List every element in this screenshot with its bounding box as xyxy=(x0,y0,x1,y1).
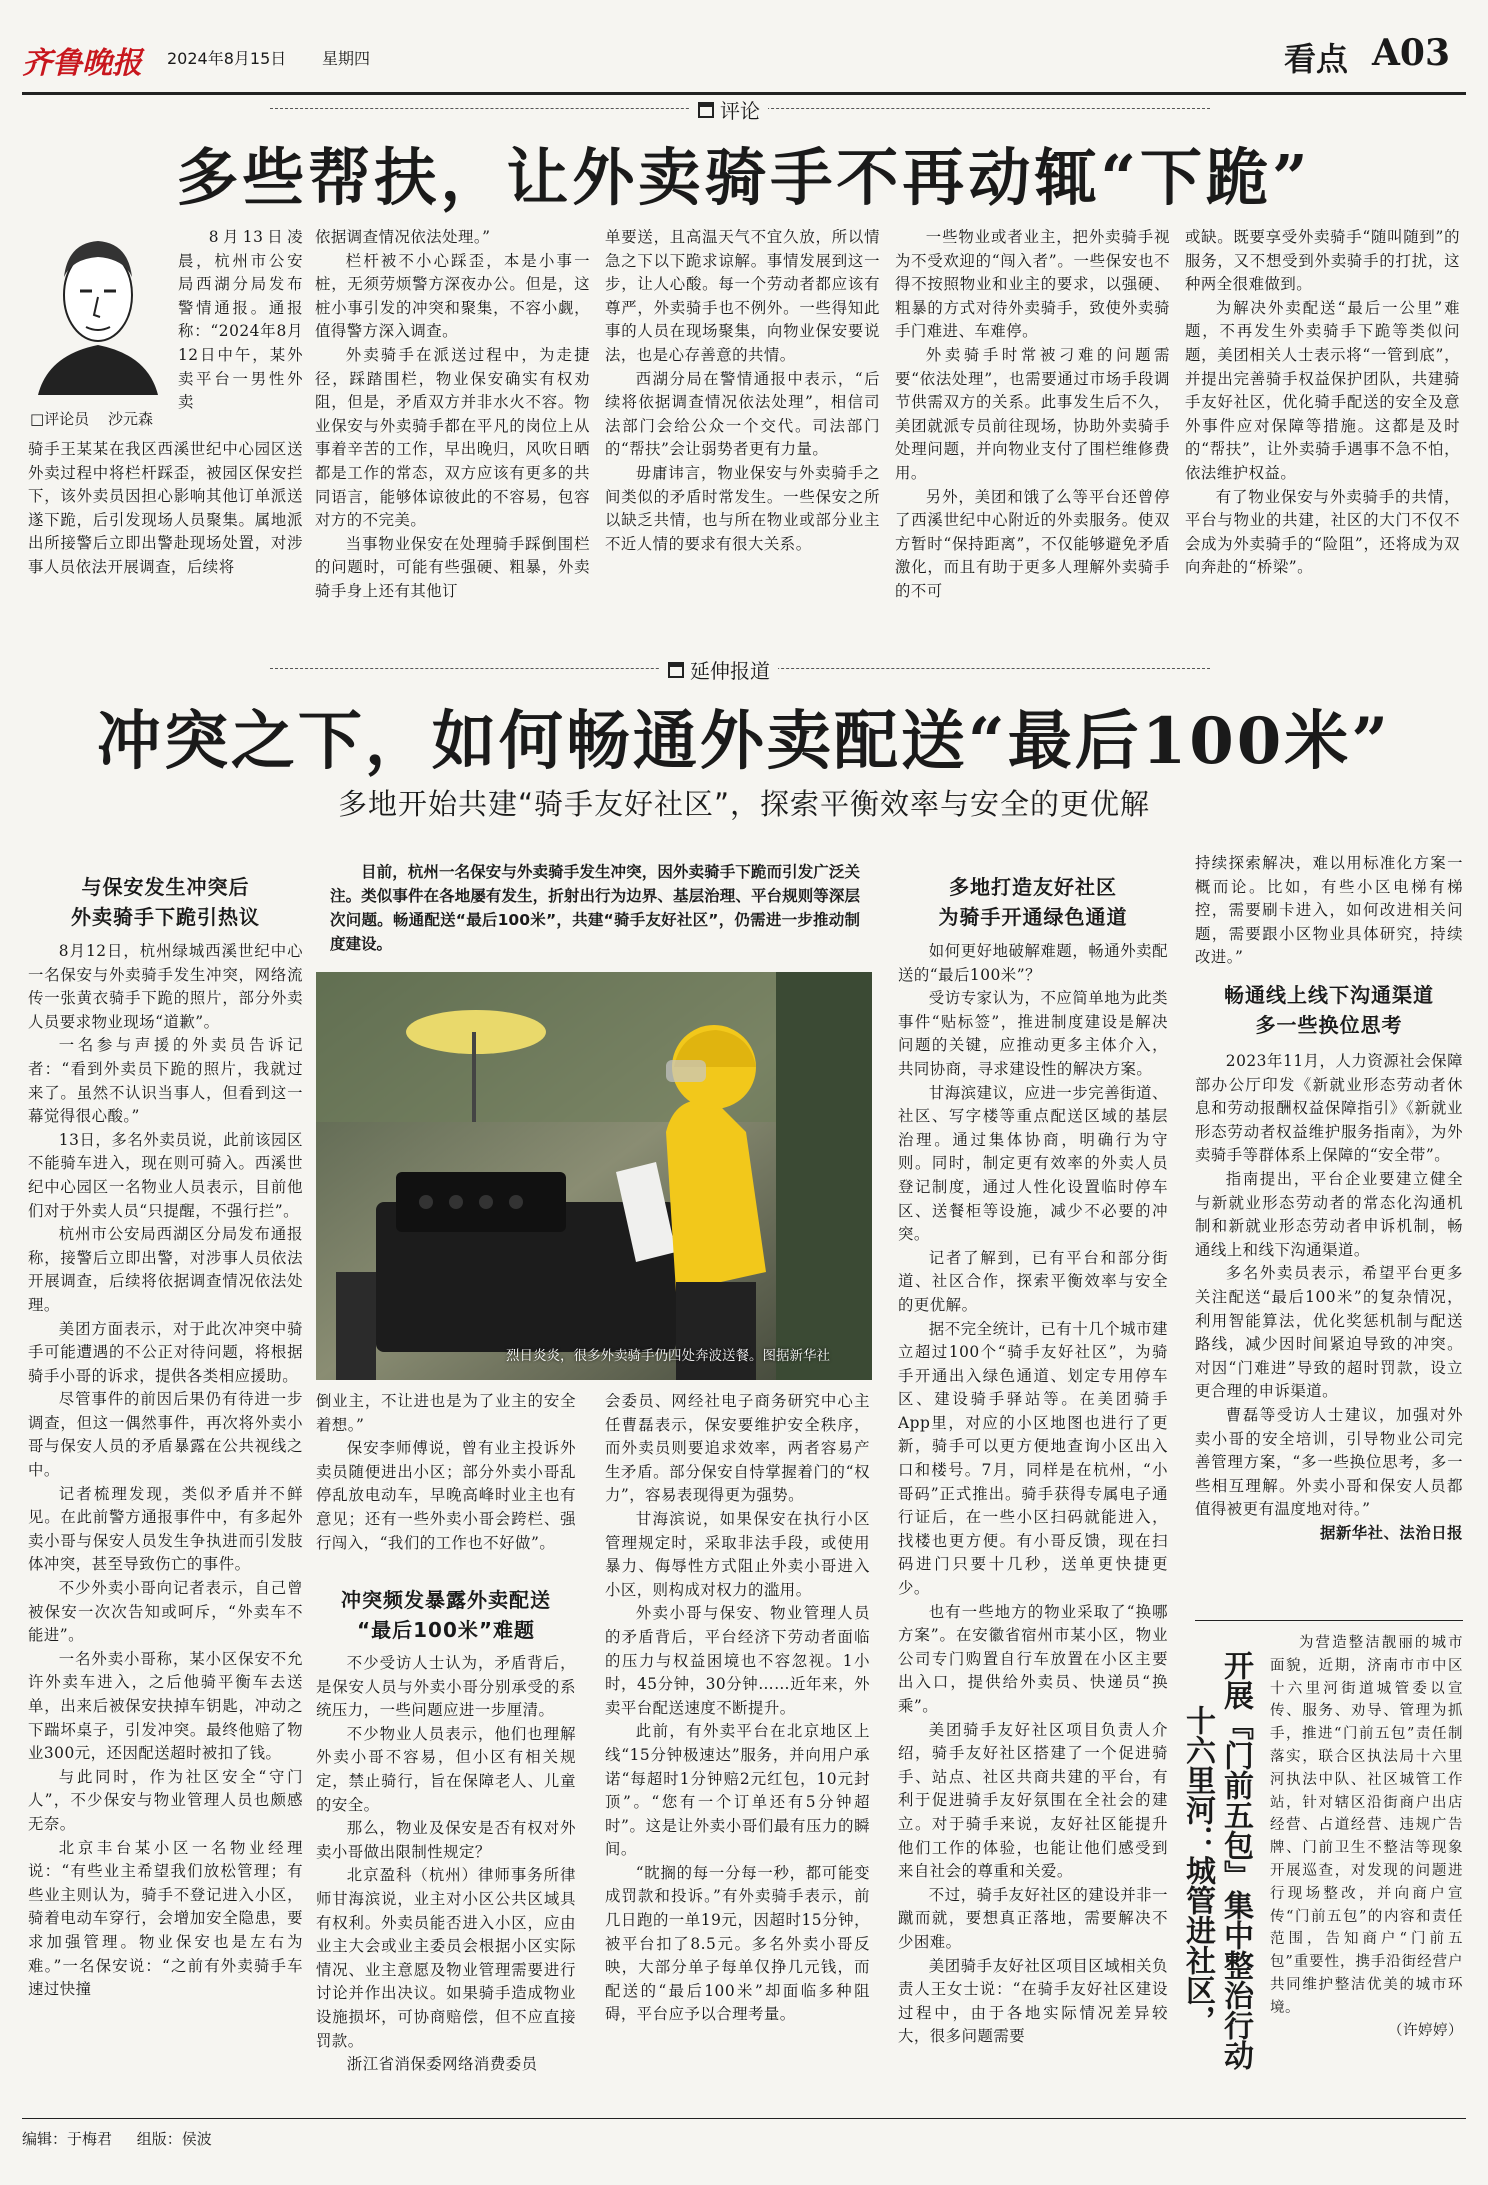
paragraph: 北京盈科（杭州）律师事务所律师甘海滨说，业主对小区公共区域具有权利。外卖员能否进入小区，应由业主大会或业主委员会根据小区实际情况、业主意愿及物业管理需要进行讨论并作出决议。如果骑手造成物业设施损坏，可协商赔偿，但不应直接罚款。 xyxy=(316,1866,576,2050)
byline-prefix: □评论员 xyxy=(30,410,90,428)
section-box-icon xyxy=(698,102,714,118)
paragraph: 另外，美团和饿了么等平台还曾停了西溪世纪中心附近的外卖服务。使双方暂时“保持距离”，不仅能够避免矛盾激化，而且有助于更多人理解外卖骑手的不可 xyxy=(895,487,1170,600)
col2-subhead: 冲突频发暴露外卖配送 “最后100米”难题 xyxy=(341,1588,551,1642)
paragraph: 外卖小哥与保安、物业管理人员的矛盾背后，平台经济下劳动者面临的压力与权益困境也不容忽视。1小时，45分钟，30分钟……近年来，外卖平台配送速度不断提升。 xyxy=(605,1604,870,1717)
paragraph: 多名外卖员表示，希望平台更多关注配送“最后100米”的复杂情况，利用智能算法，优化奖惩机制与配送路线，减少因时间紧迫导致的冲突。对因“门难进”导致的超时罚款，设立更合理的申诉渠道。 xyxy=(1195,1264,1463,1401)
col5-subhead: 畅通线上线下沟通渠道 多一些换位思考 xyxy=(1224,983,1434,1037)
editorial-col3 xyxy=(605,226,880,628)
feature-col2a xyxy=(316,1390,576,1578)
paper-name: 齐鲁晚报 xyxy=(22,46,142,81)
section-label-text: 延伸报道 xyxy=(690,659,770,683)
sidebar-body xyxy=(1270,1632,1463,2102)
feature-photo xyxy=(316,972,872,1380)
feature-lead xyxy=(330,860,860,956)
issue-weekday: 星期四 xyxy=(322,49,371,68)
footer-layout: 组版：侯波 xyxy=(136,2130,212,2148)
paragraph: 外卖骑手在派送过程中，为走捷径，踩踏围栏，物业保安确实有权劝阻，但是，矛盾双方并非水火不容。物业保安与外卖骑手都在平凡的岗位上从事着辛苦的工作，早出晚归，风吹日晒都是工作的常态，双方应该有更多的共同语言，能够体谅彼此的不容易，包容对方的不完美。 xyxy=(315,345,590,530)
feature-section-label xyxy=(660,655,778,684)
author-portrait xyxy=(28,225,168,400)
feature-headline: 冲突之下，如何畅通外卖配送“最后100米” xyxy=(96,704,1392,779)
paragraph: 8月13日凌晨，杭州市公安局西湖分局发布警情通报。通报称：“2024年8月12日中午，某外卖平台一男性外卖 xyxy=(178,228,303,412)
sidebar-headline-1: 开展『门前五包』集中整治行动 xyxy=(1218,1650,1253,2070)
paragraph: 依据调查情况依法处理。” xyxy=(315,228,491,246)
photo-caption: 烈日炎炎，很多外卖骑手仍四处奔波送餐。图据新华社 xyxy=(506,1348,830,1364)
paragraph: 13日，多名外卖员说，此前该园区不能骑车进入，现在则可骑入。西溪世纪中心园区一名物业人员表示，目前他们对于外卖人员“只提醒，不强行拦”。 xyxy=(28,1130,303,1220)
paragraph: 西湖分局在警情通报中表示，“后续将依据调查情况依法处理”，相信司法部门会给公众一个交代。司法部门的“帮扶”会让弱势者更有力量。 xyxy=(605,369,880,459)
footer-editor: 编辑：于梅君 xyxy=(22,2130,113,2148)
paragraph: 骑手王某某在我区西溪世纪中心园区送外卖过程中将栏杆踩歪，被园区保安拦下，该外卖员因担心影响其他订单派送遂下跪，后引发现场人员聚集。属地派出所接警后立即出警赴现场处置，对涉事人员依法开展调查，后续将 xyxy=(28,440,303,576)
section-label-text: 评论 xyxy=(720,99,760,123)
paragraph: 持续探索解决，难以用标准化方案一概而论。比如，有些小区电梯有梯控，需要刷卡进入，如何改进相关问题，需要跟小区物业具体研究，持续改进。” xyxy=(1195,854,1463,967)
editorial-col5 xyxy=(1185,226,1460,628)
paragraph: 有了物业保安与外卖骑手的共情，平台与物业的共建，社区的大门不仅不会成为外卖骑手的“险阻”，还将成为双向奔赴的“桥梁”。 xyxy=(1185,487,1460,577)
paragraph: 一名外卖小哥称，某小区保安不允许外卖车进入，之后他骑平衡车去送单，出来后被保安抉掉车钥匙，冲动之下踹坏桌子，引发冲突。最终他赔了物业300元，还因配送超时被扣了钱。 xyxy=(28,1649,303,1763)
editorial-section-label xyxy=(690,95,768,124)
col4-subhead: 多地打造友好社区 为骑手开通绿色通道 xyxy=(938,875,1128,929)
feature-col4 xyxy=(898,940,1168,2110)
paragraph: 受访专家认为，不应简单地为此类事件“贴标签”，推进制度建设是解决问题的关键，应推动更多主体介入，共同协商，寻求建设性的解决方案。 xyxy=(898,989,1168,1078)
col1-subhead: 与保安发生冲突后 外卖骑手下跪引热议 xyxy=(71,875,260,929)
masthead xyxy=(22,30,1466,90)
paragraph: 或缺。既要享受外卖骑手“随叫随到”的服务，又不想受到外卖骑手的打扰，这种两全很难做到。 xyxy=(1185,228,1460,294)
portrait-sketch-icon xyxy=(28,225,168,400)
paragraph: 美团骑手友好社区项目区域相关负责人王女士说：“在骑手友好社区建设过程中，由于各地实际情况差异较大，很多问题需要 xyxy=(898,1956,1168,2046)
paragraph: 浙江省消保委网络消费委员 xyxy=(346,2055,538,2074)
paragraph: 保安李师傅说，曾有业主投诉外卖员随便进出小区；部分外卖小哥乱停乱放电动车，早晚高峰时业主也有意见；还有一些外卖小哥会跨栏、强行闯入，“我们的工作也不好做”。 xyxy=(316,1439,576,1552)
section-box-icon xyxy=(668,662,684,678)
paragraph: 不过，骑手友好社区的建设并非一蹴而就，要想真正落地，需要解决不少困难。 xyxy=(898,1885,1168,1951)
paragraph: 为营造整洁靓丽的城市面貌，近期，济南市市中区十六里河街道城管委以宣传、服务、劝导、管理为抓手，推进“门前五包”责任制落实，联合区执法局十六里河执法中队、社区城管工作站，针对辖区沿街商户出店经营、占道经营、违规广告牌、门前卫生不整洁等现象开展巡查，对发现的问题进行现场整改，并向商户宣传“门前五包”的内容和责任范围，告知商户“门前五包”重要性，携手沿街经营户共同维护整洁优美的城市环境。 xyxy=(1270,1635,1463,2016)
paragraph: 不少物业人员表示，他们也理解外卖小哥不容易，但小区有相关规定，禁止骑行，旨在保障老人、儿童的安全。 xyxy=(316,1724,576,1814)
paragraph: 美团方面表示，对于此次冲突中骑手可能遭遇的不公正对待问题，将根据骑手小哥的诉求，提供各类相应援助。 xyxy=(28,1319,303,1385)
article-source: 据新华社、法治日报 xyxy=(1319,1523,1463,1542)
paragraph: 美团骑手友好社区项目负责人介绍，骑手友好社区搭建了一个促进骑手、站点、社区共商共建的平台，有利于促进骑手友好氛围在全社会的建立。对于骑手来说，友好社区能提升他们工作的体验，也能让他们感受到来自社会的尊重和关爱。 xyxy=(898,1720,1168,1881)
feature-col5a xyxy=(1195,852,1463,972)
editorial-col4 xyxy=(895,226,1170,628)
byline-name: 沙元森 xyxy=(107,410,153,428)
sidebar-top-rule xyxy=(1195,1620,1463,1621)
paragraph: 会委员、网经社电子商务研究中心主任曹磊表示，保安要维护安全秩序，而外卖员则要追求效率，两者容易产生矛盾。部分保安自恃掌握着门的“权力”，容易表现得更为强势。 xyxy=(605,1392,870,1505)
paragraph: 甘海滨建议，应进一步完善街道、社区、写字楼等重点配送区域的基层治理。通过集体协商，明确行为守则。同时，制定更有效率的外卖人员登记制度，通过人性化设置临时停车区、送餐柜等设施，减少不必要的冲突。 xyxy=(898,1083,1168,1244)
editorial-col1-top xyxy=(178,226,303,438)
delivery-rider-photo xyxy=(316,972,872,1380)
paragraph: 为解决外卖配送“最后一公里”难题，不再发生外卖骑手下跪等类似问题，美团相关人士表示将“一管到底”，并提出完善骑手权益保护团队，共建骑手友好社区，优化骑手配送的安全及意外事件应对保障等措施。这都是及时的“帮扶”，让外卖骑手遇事不急不怕，依法维护权益。 xyxy=(1185,298,1460,482)
paragraph: 不少外卖小哥向记者表示，自己曾被保安一次次告知或呵斥，“外卖车不能进”。 xyxy=(28,1579,303,1645)
feature-subheadline: 多地开始共建“骑手友好社区”，探索平衡效率与安全的更优解 xyxy=(337,787,1151,821)
editorial-col2 xyxy=(315,226,590,628)
paragraph: 外卖骑手时常被刁难的问题需要“依法处理”，也需要通过市场手段调节供需双方的关系。此事发生后不久，美团就派专员前往现场，协助外卖骑手处理问题，并向物业支付了围栏维修费用。 xyxy=(895,345,1170,482)
paragraph: 尽管事件的前因后果仍有待进一步调查，但这一偶然事件，再次将外卖小哥与保安人员的矛盾暴露在公共视线之中。 xyxy=(28,1390,303,1480)
paragraph: 一名参与声援的外卖员告诉记者：“看到外卖员下跪的照片，我就过来了。虽然不认识当事人，但看到这一幕觉得很心酸。” xyxy=(28,1036,303,1126)
paragraph: 8月12日，杭州绿城西溪世纪中心一名保安与外卖骑手发生冲突，网络流传一张黄衣骑手下跪的照片，部分外卖人员要求物业现场“道歉”。 xyxy=(28,942,303,1031)
paragraph: 记者梳理发现，类似矛盾并不鲜见。在此前警方通报事件中，有多起外卖小哥与保安人员发生争执进而引发肢体冲突，甚至导致伤亡的事件。 xyxy=(28,1484,303,1574)
issue-date: 2024年8月15日 xyxy=(167,49,287,68)
lead-paragraph: 目前，杭州一名保安与外卖骑手发生冲突，因外卖骑手下跪而引发广泛关注。类似事件在各地屡有发生，折射出行为边界、基层治理、平台规则等深层次问题。畅通配送“最后100米”，共建“骑手友好社区”，仍需进一步推动制度建设。 xyxy=(330,863,860,953)
sidebar-headline-2: 十六里河：城管进社区， xyxy=(1180,1705,1215,2035)
paragraph: 杭州市公安局西湖区分局发布通报称，接警后立即出警，对涉事人员依法开展调查，后续将依据调查情况依法处理。 xyxy=(28,1225,303,1314)
paragraph: 单要送，且高温天气不宜久放，所以情急之下以下跪求谅解。事情发展到这一步，让人心酸。每一个劳动者都应该有尊严，外卖骑手也不例外。一些得知此事的人员在现场聚集，向物业保安要说法，也是心存善意的共情。 xyxy=(605,228,880,364)
paragraph: 记者了解到，已有平台和部分街道、社区合作，探索平衡效率与安全的更优解。 xyxy=(898,1248,1168,1314)
footer xyxy=(22,2128,212,2149)
feature-col1 xyxy=(28,940,303,2110)
paragraph: 那么，物业及保安是否有权对外卖小哥做出限制性规定？ xyxy=(316,1819,576,1861)
feature-col5b xyxy=(1195,1050,1463,1594)
paragraph: “眈搁的每一分每一秒，都可能变成罚款和投诉。”有外卖骑手表示，前几日跑的一单19元，因超时15分钟，被平台扣了8.5元。多名外卖小哥反映，大部分单子每单仅挣几元钱，而配送的“最后100米”却面临多种阻碍，平台应予以合理考量。 xyxy=(605,1863,870,2024)
paragraph: 一些物业或者业主，把外卖骑手视为不受欢迎的“闯入者”。一些保安也不得不按照物业和业主的要求，以强硬、粗暴的方式对待外卖骑手，致使外卖骑手门难进、车难停。 xyxy=(895,228,1170,341)
paragraph: 曹磊等受访人士建议，加强对外卖小哥的安全培训，引导物业公司完善管理方案，“多一些换位思考，多一些相互理解。外卖小哥和保安人员都值得被更有温度地对待。” xyxy=(1195,1405,1463,1519)
paragraph: 与此同时，作为社区安全“守门人”，不少保安与物业管理人员也颇感无奈。 xyxy=(28,1767,303,1833)
paragraph: 北京丰台某小区一名物业经理说：“有些业主希望我们放松管理；有些业主则认为，骑手不登记进入小区，骑着电动车穿行，会增加安全隐患，要求加强管理。物业保安也是左右为难。”一名保安说：“之前有外卖骑手车速过快撞 xyxy=(28,1838,303,1999)
feature-col2b xyxy=(316,1652,576,2110)
paragraph: 当事物业保安在处理骑手踩倒围栏的问题时，可能有些强硬、粗暴，外卖骑手身上还有其他订 xyxy=(315,534,590,600)
sidebar-byline: （许婷婷） xyxy=(1388,2022,1463,2039)
paragraph: 甘海滨说，如果保安在执行小区管理规定时，采取非法手段，或使用暴力、侮辱性方式阻止外卖小哥进入小区，则构成对权力的滥用。 xyxy=(605,1509,870,1599)
footer-rule xyxy=(22,2118,1466,2119)
paragraph: 指南提出，平台企业要建立健全与新就业形态劳动者的常态化沟通机制和新就业形态劳动者申诉机制，畅通线上和线下沟通渠道。 xyxy=(1195,1169,1463,1259)
paragraph: 据不完全统计，已有十几个城市建立超过100个“骑手友好社区”，为骑手开通出入绿色通道、划定专用停车区、建设骑手驿站等。在美团骑手App里，对应的小区地图也进行了更新，骑手可以更方便地查询小区出入口和楼号。7月，同样是在杭州，“小哥码”正式推出。骑手获得专属电子通行证后，在一些小区扫码就能进入，找楼也更方便。有小哥反馈，现在扫码进门只要十几秒，送单更快捷更少。 xyxy=(898,1319,1168,1598)
page-number: A03 xyxy=(1372,32,1451,74)
editorial-col1 xyxy=(28,438,303,628)
editorial-byline xyxy=(30,408,153,429)
paragraph: 毋庸讳言，物业保安与外卖骑手之间类似的矛盾时常发生。一些保安之所以缺乏共情，也与所在物业或部分业主不近人情的要求有很大关系。 xyxy=(605,463,880,553)
feature-col3 xyxy=(605,1390,870,2110)
section-name: 看点 xyxy=(1284,40,1349,78)
paragraph: 此前，有外卖平台在北京地区上线“15分钟极速达”服务，并向用户承诺“每超时1分钟赔2元红包，10元封顶”。“您有一个订单还有5分钟超时”。这是让外卖小哥们最有压力的瞬间。 xyxy=(605,1722,870,1859)
paragraph: 栏杆被不小心踩歪，本是小事一桩，无须劳烦警方深夜办公。但是，这桩小事引发的冲突和聚集，不容小觑，值得警方深入调查。 xyxy=(315,251,590,341)
paragraph: 倒业主，不让进也是为了业主的安全着想。” xyxy=(316,1392,576,1434)
paragraph: 不少受访人士认为，矛盾背后，是保安人员与外卖小哥分别承受的系统压力，一些问题应进一步厘清。 xyxy=(316,1654,576,1720)
paragraph: 2023年11月，人力资源社会保障部办公厅印发《新就业形态劳动者休息和劳动报酬权益保障指引》《新就业形态劳动者权益维护服务指南》，为外卖骑手等群体系上保障的“安全带”。 xyxy=(1195,1052,1463,1165)
editorial-headline: 多些帮扶，让外卖骑手不再动辄“下跪” xyxy=(176,141,1312,214)
paragraph: 也有一些地方的物业采取了“换哪方案”。在安徽省宿州市某小区，物业公司专门购置自行车放置在小区主要出入口，提供给外卖员、快递员“换乘”。 xyxy=(898,1602,1168,1715)
paragraph: 如何更好地破解难题，畅通外卖配送的“最后100米”？ xyxy=(898,942,1168,984)
